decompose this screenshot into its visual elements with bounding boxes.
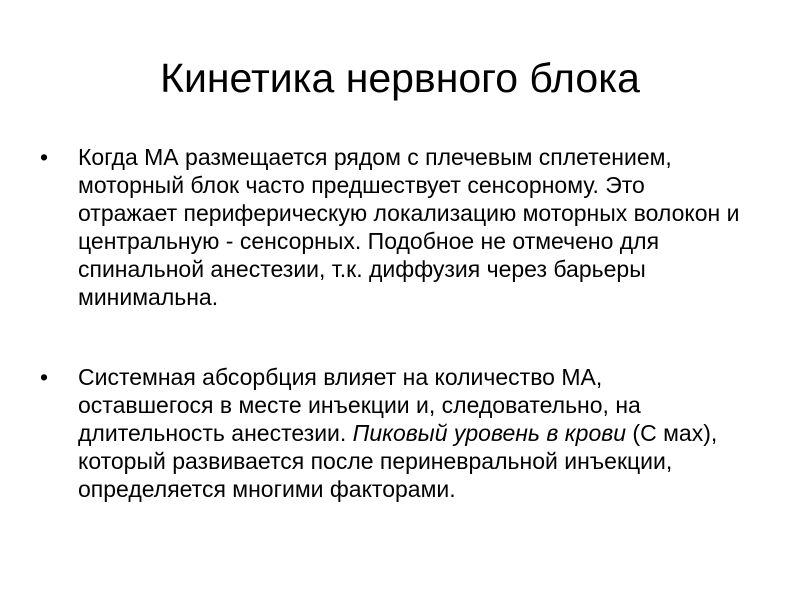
bullet-text xyxy=(78,364,717,502)
bullet-item xyxy=(40,143,740,311)
bullet-item xyxy=(40,363,740,503)
bullet-text-segment: (С мах), который развивается после периневральной инъекции, определяется многими факторами. xyxy=(78,420,718,502)
bullet-marker: • xyxy=(40,144,49,170)
bullet-text xyxy=(78,144,739,310)
bullet-text-segment: Когда МА размещается рядом с плечевым сплетением, моторный блок часто предшествует сенсорному. Это отражает периферическую локализацию моторных волокон и центральную - сенсорных. Подобное не отмечено для спинальной анестезии, т.к. диффузия через барьеры минимальна. xyxy=(78,144,740,310)
bullet-list xyxy=(40,143,740,503)
bullet-text-emphasis: Пиковый уровень в крови xyxy=(352,420,627,446)
bullet-text-segment: Системная абсорбция влияет на количество МА, оставшегося в месте инъекции и, следовательно, на длительность анестезии. xyxy=(78,364,641,446)
slide-title: Кинетика нервного блока xyxy=(160,55,640,101)
bullet-marker: • xyxy=(40,364,49,390)
